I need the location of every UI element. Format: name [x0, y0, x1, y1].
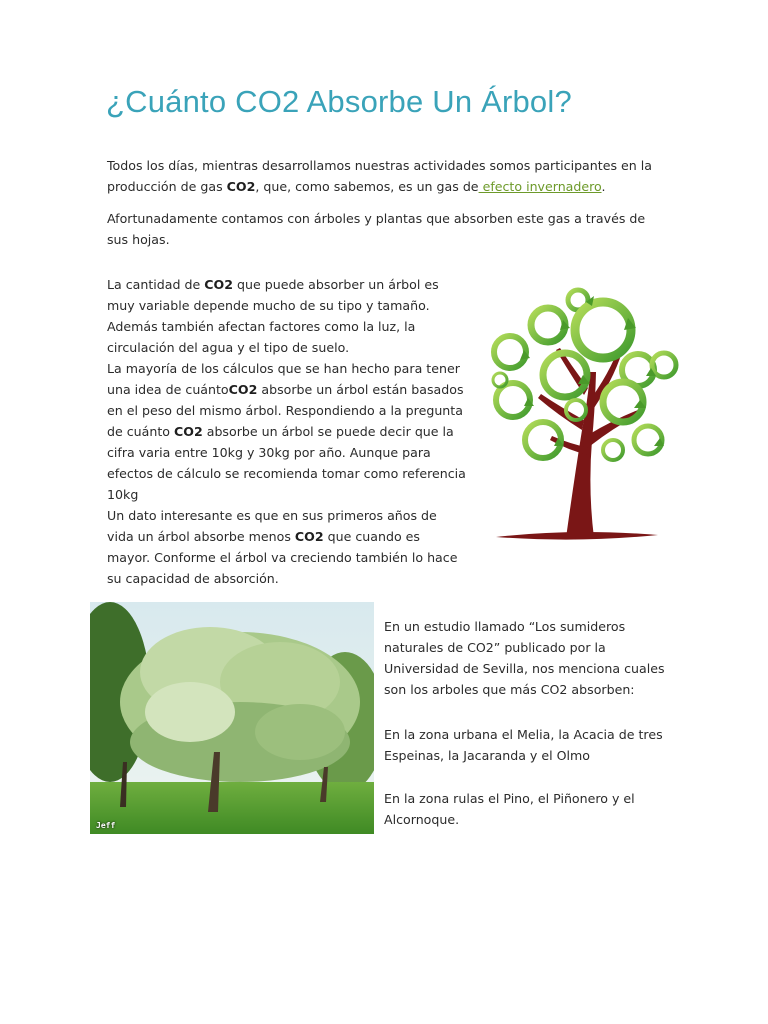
urban-zone-paragraph: En la zona urbana el Melia, la Acacia de tres Espeinas, la Jacaranda y el Olmo — [384, 727, 663, 763]
study-paragraph: En un estudio llamado “Los sumideros naturales de CO2” publicado por la Universidad de Sevilla, nos menciona cuales son los arboles que más CO2 absorben: — [384, 619, 665, 697]
page-title: ¿Cuánto CO2 Absorbe Un Árbol? — [106, 84, 572, 119]
text: La mayoría de los cálculos que se han hecho para tener una idea de cuánto — [107, 361, 460, 397]
text: absorbe un árbol se puede decir que la cifra varia entre 10kg y 30kg por año. Aunque para efectos de cálculo se recomienda tomar como referencia 10kg — [107, 424, 466, 502]
photo-credit: Jeff — [96, 821, 116, 830]
co2-term: CO2 — [226, 179, 256, 194]
tree-photo — [90, 602, 374, 834]
text: absorbe un árbol están basados en el peso del mismo árbol. Respondiendo a la pregunta de cuánto — [107, 382, 464, 439]
text: La cantidad de — [107, 277, 205, 292]
efecto-invernadero-link[interactable]: efecto invernadero — [478, 179, 602, 194]
rural-zone-paragraph: En la zona rulas el Pino, el Piñonero y el Alcornoque. — [384, 791, 635, 827]
intro-text-2: , que, como sabemos, es un gas de — [255, 179, 479, 194]
co2-term: CO2 — [294, 529, 324, 544]
paragraph-absorption — [107, 274, 467, 589]
co2-term: CO2 — [174, 424, 203, 439]
recycle-tree-icon — [478, 280, 688, 548]
text: que puede absorber un árbol es muy variable depende mucho de su tipo y tamaño. Además también afectan factores como la luz, la circulación del agua y el tipo de suelo. — [107, 277, 439, 355]
intro-paragraph — [107, 155, 667, 197]
text: Un dato interesante es que en sus primeros años de vida un árbol absorbe menos — [107, 508, 437, 544]
co2-term: CO2 — [228, 382, 258, 397]
intro-text: Todos los días, mientras desarrollamos nuestras actividades somos participantes en la producción de gas — [107, 158, 652, 194]
co2-term: CO2 — [204, 277, 233, 292]
intro-text-3: . — [601, 179, 606, 194]
text: que cuando es mayor. Conforme el árbol va creciendo también lo hace su capacidad de absorción. — [107, 529, 458, 586]
paragraph-plants: Afortunadamente contamos con árboles y plantas que absorben este gas a través de sus hojas. — [107, 211, 646, 247]
